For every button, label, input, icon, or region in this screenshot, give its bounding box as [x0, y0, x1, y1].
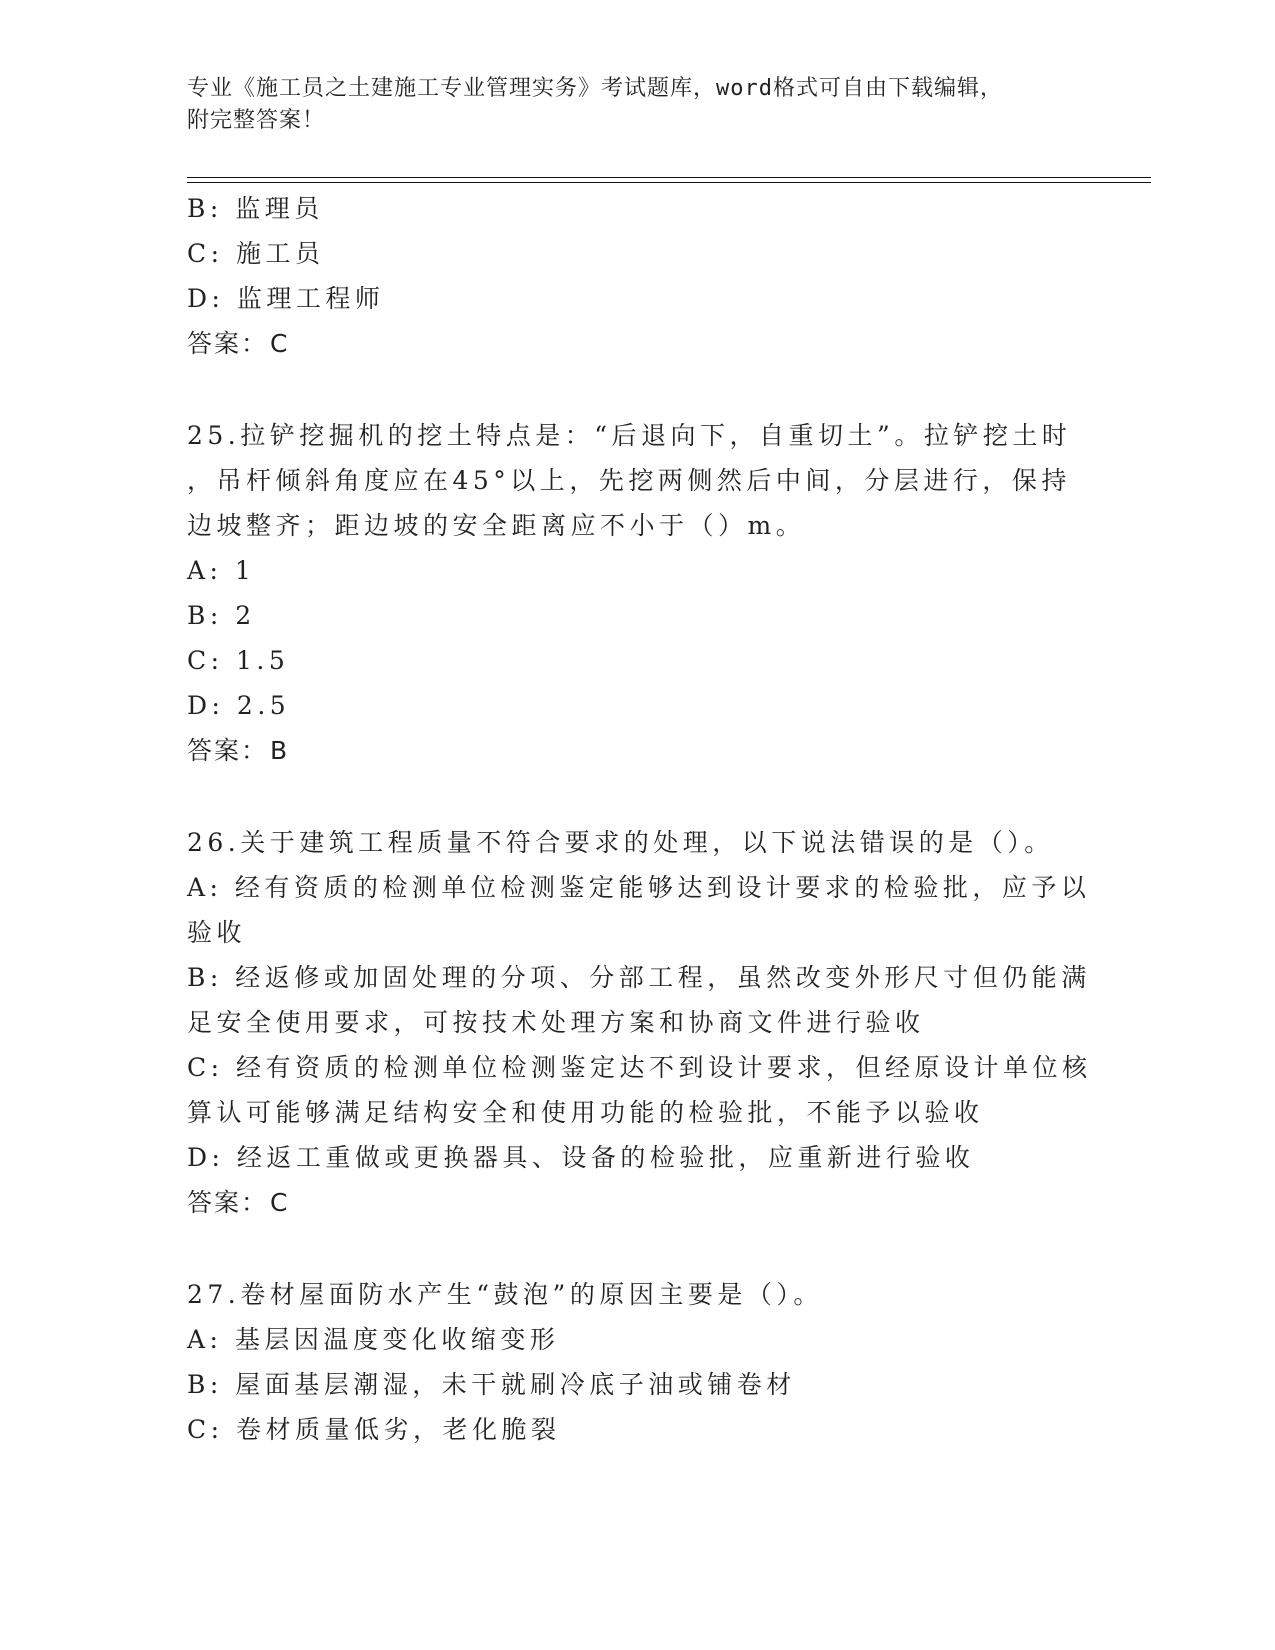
option-a: A: 经有资质的检测单位检测鉴定能够达到设计要求的检验批，应予以	[187, 873, 1091, 902]
option-c: C: 1.5	[187, 646, 290, 675]
spacer	[187, 1225, 1087, 1272]
answer-value: C	[270, 1188, 290, 1217]
answer-label: 答案：	[187, 1188, 269, 1217]
option-c: C: 经有资质的检测单位检测鉴定达不到设计要求，但经原设计单位核	[187, 1053, 1092, 1082]
option-c: 算认可能够满足结构安全和使用功能的检验批，不能予以验收	[187, 1098, 984, 1127]
question-stem: 27.卷材屋面防水产生“鼓泡”的原因主要是（）。	[187, 1280, 823, 1309]
option-c: C: 卷材质量低劣，老化脆裂	[187, 1415, 561, 1444]
header-line-1: 专业《施工员之土建施工专业管理实务》考试题库，word格式可自由下载编辑，	[187, 76, 1003, 101]
option-a: 验收	[187, 918, 247, 947]
header-rule-top	[187, 177, 1151, 178]
question-list	[187, 186, 1092, 1452]
option-b: B: 2	[187, 601, 256, 630]
answer	[187, 728, 1087, 773]
option-d: D: 2.5	[187, 691, 291, 720]
question-stem: ，吊杆倾斜角度应在45°以上，先挖两侧然后中间，分层进行，保持	[187, 466, 1071, 495]
answer-value: B	[270, 736, 290, 765]
option-b: B: 经返修或加固处理的分项、分部工程，虽然改变外形尺寸但仍能满	[187, 963, 1091, 992]
spacer	[187, 773, 1087, 820]
answer	[187, 321, 1087, 366]
header-rule-bottom	[187, 182, 1151, 183]
option-d: D: 监理工程师	[187, 284, 385, 313]
question-stem: 边坡整齐；距边坡的安全距离应不小于（）m。	[187, 511, 806, 540]
header-line-2: 附完整答案！	[187, 108, 326, 133]
option-c: C: 施工员	[187, 239, 325, 268]
option-a: A: 基层因温度变化收缩变形	[187, 1325, 560, 1354]
question-26	[187, 820, 1092, 1225]
answer-label: 答案：	[187, 736, 269, 765]
answer-value: C	[270, 329, 290, 358]
option-b: B: 监理员	[187, 194, 324, 223]
question-24-continued	[187, 186, 1087, 366]
question-stem: 25.拉铲挖掘机的挖土特点是：“后退向下，自重切土”。拉铲挖土时	[187, 421, 1072, 450]
answer	[187, 1180, 1087, 1225]
option-b: B: 屋面基层潮湿，未干就刷冷底子油或铺卷材	[187, 1370, 796, 1399]
answer-label: 答案：	[187, 329, 269, 358]
option-b: 足安全使用要求，可按技术处理方案和协商文件进行验收	[187, 1008, 925, 1037]
spacer	[187, 366, 1087, 413]
option-d: D: 经返工重做或更换器具、设备的检验批，应重新进行验收	[187, 1143, 975, 1172]
question-27	[187, 1272, 1087, 1452]
option-a: A: 1	[187, 556, 256, 585]
question-25	[187, 413, 1087, 773]
document-header	[187, 73, 1137, 137]
question-stem: 26.关于建筑工程质量不符合要求的处理，以下说法错误的是（）。	[187, 828, 1054, 857]
